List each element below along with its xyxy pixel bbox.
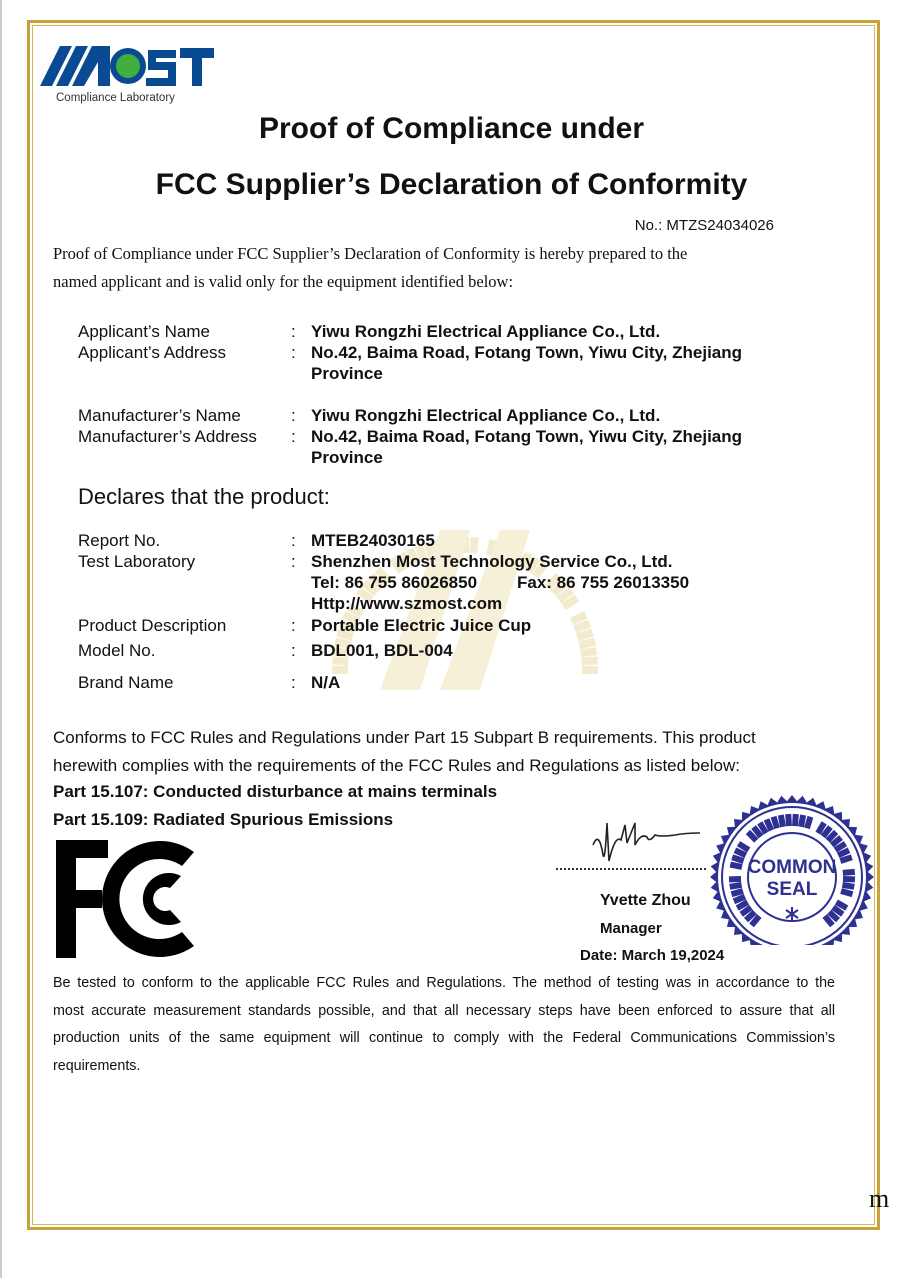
signature-date: Date: March 19,2024 xyxy=(580,947,725,964)
seal-ring-letter xyxy=(792,814,799,826)
watermark-letter xyxy=(582,666,598,674)
lab-website: Http://www.szmost.com xyxy=(311,594,503,613)
brand-name: N/A xyxy=(311,673,341,692)
corner-mark: m xyxy=(869,1184,890,1213)
intro-line: Proof of Compliance under FCC Supplier’s Declaration of Conformity is hereby prepared to the xyxy=(53,244,688,263)
footer-line: requirements. xyxy=(53,1058,141,1074)
manufacturer-address-cont: Province xyxy=(311,448,383,467)
seal-ring-letter xyxy=(785,814,792,826)
lab-name: Shenzhen Most Technology Service Co., Ltd. xyxy=(311,552,673,571)
title-line1: Proof of Compliance under xyxy=(258,112,645,145)
intro-line: named applicant and is valid only for the equipment identified below: xyxy=(53,272,514,291)
certificate-number: No.: MTZS24034026 xyxy=(634,217,774,234)
most-logo xyxy=(40,44,216,90)
applicant-address-label: Applicant’s Address xyxy=(78,343,227,362)
footer-line: most accurate measurement standards possible, and that all necessary steps have been enforced to assure that all xyxy=(53,1003,835,1019)
lab-fax: Fax: 86 755 26013350 xyxy=(517,573,690,592)
model-number: BDL001, BDL-004 xyxy=(311,641,453,660)
lab-tel: Tel: 86 755 86026850 xyxy=(311,573,478,592)
seal-ring-letter xyxy=(843,869,855,876)
applicant-name: Yiwu Rongzhi Electrical Appliance Co., Ltd. xyxy=(311,322,661,341)
signature-line xyxy=(556,868,706,870)
common-seal xyxy=(710,795,878,945)
conforms-line: Conforms to FCC Rules and Regulations under Part 15 Subpart B requirements. This product xyxy=(53,728,756,747)
colon: : xyxy=(291,322,296,341)
seal-center-text: COMMON xyxy=(747,857,837,878)
colon: : xyxy=(291,616,296,635)
conforms-line: herewith complies with the requirements of the FCC Rules and Regulations as listed below: xyxy=(53,756,740,775)
applicant-address: No.42, Baima Road, Fotang Town, Yiwu City, Zhejiang xyxy=(311,343,743,362)
signer-name: Yvette Zhou xyxy=(600,892,691,909)
colon: : xyxy=(291,406,296,425)
signature xyxy=(585,815,705,865)
colon: : xyxy=(291,673,296,692)
manufacturer-address-label: Manufacturer’s Address xyxy=(78,427,257,446)
declares-heading: Declares that the product: xyxy=(78,484,330,509)
manufacturer-address: No.42, Baima Road, Fotang Town, Yiwu City, Zhejiang xyxy=(311,427,743,446)
signer-role: Manager xyxy=(600,920,662,937)
seal-ring-letter xyxy=(843,876,855,882)
colon: : xyxy=(291,531,296,550)
colon: : xyxy=(291,552,296,571)
fcc-logo xyxy=(56,840,196,960)
colon: : xyxy=(291,641,296,660)
watermark-letter xyxy=(580,647,597,657)
report-number: MTEB24030165 xyxy=(311,531,435,550)
part-item: Part 15.109: Radiated Spurious Emissions xyxy=(53,810,394,829)
product-description: Portable Electric Juice Cup xyxy=(311,616,532,635)
manufacturer-name: Yiwu Rongzhi Electrical Appliance Co., Ltd. xyxy=(311,406,661,425)
part-item: Part 15.107: Conducted disturbance at mains terminals xyxy=(53,782,498,801)
report-label: Report No. xyxy=(78,531,161,550)
title-line2: FCC Supplier’s Declaration of Conformity xyxy=(155,168,748,201)
model-label: Model No. xyxy=(78,641,156,660)
footer-line: Be tested to conform to the applicable FCC Rules and Regulations. The method of testing was in accordance to the xyxy=(53,975,835,991)
manufacturer-name-label: Manufacturer’s Name xyxy=(78,406,241,425)
seal-center-text: SEAL xyxy=(766,879,818,900)
colon: : xyxy=(291,427,296,446)
logo-tagline: Compliance Laboratory xyxy=(56,92,175,104)
lab-label: Test Laboratory xyxy=(78,552,196,571)
watermark-letter xyxy=(581,657,598,666)
colon: : xyxy=(291,343,296,362)
applicant-address-cont: Province xyxy=(311,364,383,383)
description-label: Product Description xyxy=(78,616,227,635)
footer-line: production units of the same equipment will continue to comply with the Federal Communications Commission’s xyxy=(53,1030,835,1046)
seal-ring-letter xyxy=(729,876,741,882)
brand-label: Brand Name xyxy=(78,673,174,692)
applicant-name-label: Applicant’s Name xyxy=(78,322,210,341)
